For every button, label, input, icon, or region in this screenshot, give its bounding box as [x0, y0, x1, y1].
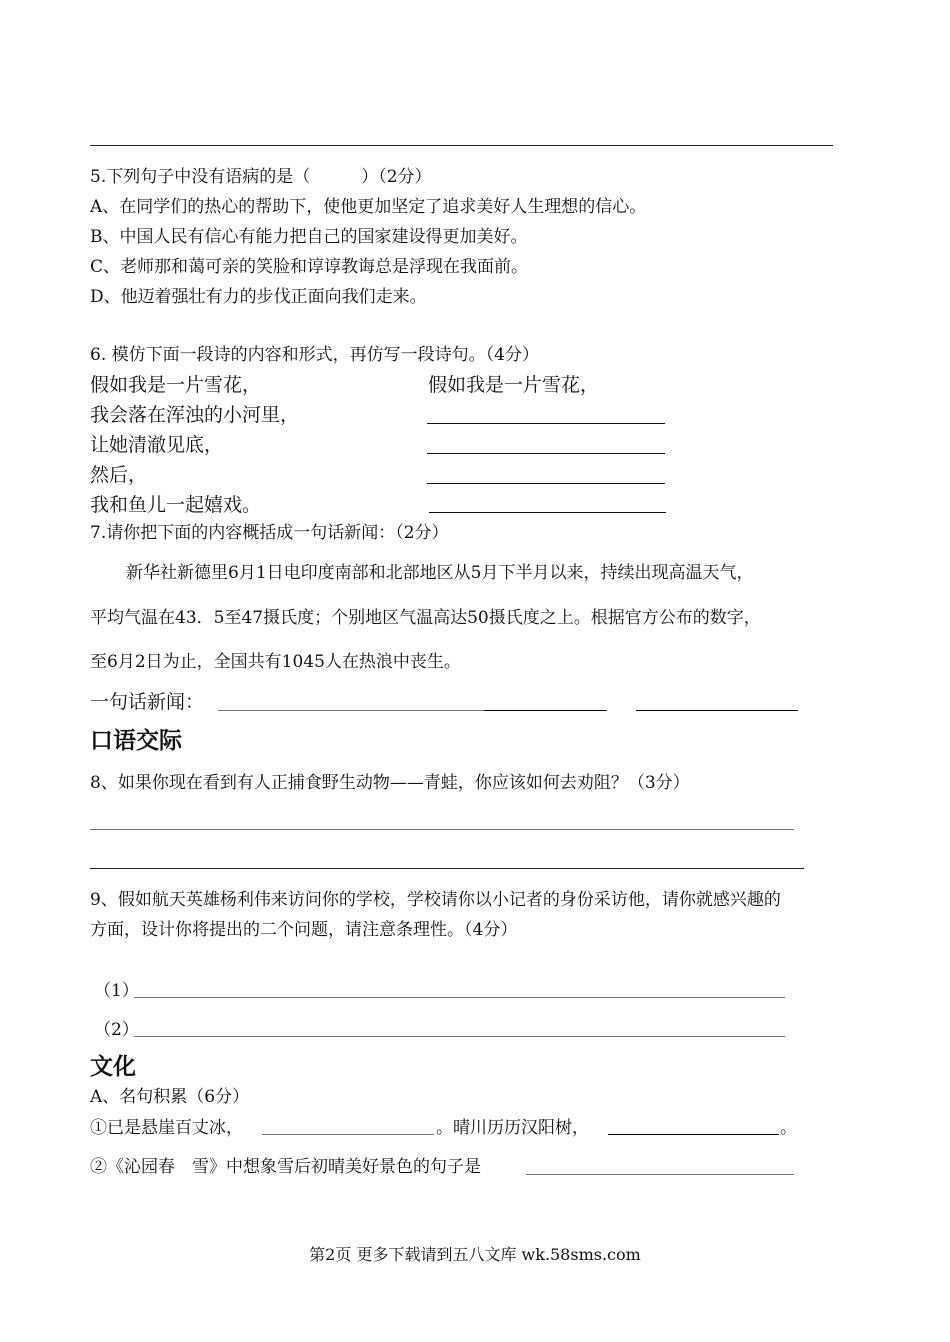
top-rule — [90, 145, 833, 146]
qa-line1-part-a: ①已是悬崖百丈冰， — [90, 1118, 243, 1138]
q8-stem: 8、如果你现在看到有人正捕食野生动物——青蛙，你应该如何去劝阻？（3分） — [90, 773, 690, 793]
section-heading-oral: 口语交际 — [90, 728, 182, 754]
poem-right-line-1: 假如我是一片雪花， — [428, 374, 600, 396]
qa-line1-blank-2[interactable] — [608, 1134, 779, 1135]
q5-option-a: A、在同学们的热心的帮助下，使他更加坚定了追求美好人生理想的信心。 — [90, 197, 647, 217]
q9-item-1-blank[interactable] — [134, 997, 785, 998]
page-footer: 第2页 更多下载请到五八文库 wk.58sms.com — [309, 1245, 641, 1264]
poem-left-line-4: 然后， — [90, 464, 148, 486]
qa-line1-part-b: 。晴川历历汉阳树， — [436, 1118, 589, 1138]
q6-stem: 6. 模仿下面一段诗的内容和形式，再仿写一段诗句。（4分） — [90, 345, 539, 365]
poem-answer-blank-2[interactable] — [427, 453, 665, 454]
q7-answer-label: 一句话新闻： — [90, 691, 205, 713]
q7-answer-blank-b[interactable] — [484, 710, 607, 711]
q5-option-c: C、老师那和蔼可亲的笑脸和谆谆教诲总是浮现在我面前。 — [90, 257, 529, 277]
q7-paragraph-line-3: 至6月2日为止，全国共有1045人在热浪中丧生。 — [90, 652, 461, 672]
section-heading-culture: 文化 — [90, 1054, 136, 1080]
qa-title: A、名句积累（6分） — [90, 1087, 250, 1107]
q7-answer-blank-c[interactable] — [636, 710, 798, 711]
qa-line2: ②《沁园春 雪》中想象雪后初晴美好景色的句子是 — [90, 1157, 481, 1177]
q9-stem-line-2: 方面，设计你将提出的二个问题，请注意条理性。（4分） — [90, 920, 518, 940]
poem-answer-blank-4[interactable] — [429, 512, 666, 513]
qa-line1-part-c: 。 — [780, 1118, 797, 1138]
q5-option-b: B、中国人民有信心有能力把自己的国家建设得更加美好。 — [90, 227, 528, 247]
q8-answer-blank-1[interactable] — [90, 829, 794, 830]
q5-stem: 5.下列句子中没有语病的是（ ）（2分） — [90, 167, 432, 187]
q5-option-d: D、他迈着强壮有力的步伐正面向我们走来。 — [90, 287, 427, 307]
q8-answer-blank-2[interactable] — [90, 868, 804, 869]
poem-answer-blank-3[interactable] — [427, 483, 665, 484]
q9-item-1-label: （1） — [94, 981, 139, 1001]
q9-stem-line-1: 9、假如航天英雄杨利伟来访问你的学校，学校请你以小记者的身份采访他，请你就感兴趣的 — [90, 890, 781, 910]
q7-paragraph-line-2: 平均气温在43．5至47摄氏度；个别地区气温高达50摄氏度之上。根据官方公布的数字， — [90, 608, 761, 628]
poem-left-line-3: 让她清澈见底， — [90, 434, 224, 456]
q9-item-2-blank[interactable] — [134, 1036, 785, 1037]
q7-paragraph-line-1: 新华社新德里6月1日电印度南部和北部地区从5月下半月以来，持续出现高温天气， — [126, 563, 754, 583]
poem-left-line-5: 我和鱼儿一起嬉戏。 — [90, 494, 262, 516]
poem-answer-blank-1[interactable] — [427, 423, 665, 424]
qa-line2-blank[interactable] — [526, 1174, 794, 1175]
q9-item-2-label: （2） — [94, 1020, 139, 1040]
qa-line1-blank-1[interactable] — [262, 1134, 434, 1135]
q7-stem: 7.请你把下面的内容概括成一句话新闻：（2分） — [90, 523, 449, 543]
q7-answer-blank-a[interactable] — [218, 710, 484, 711]
poem-left-line-2: 我会落在浑浊的小河里， — [90, 404, 300, 426]
poem-left-line-1: 假如我是一片雪花， — [90, 374, 262, 396]
